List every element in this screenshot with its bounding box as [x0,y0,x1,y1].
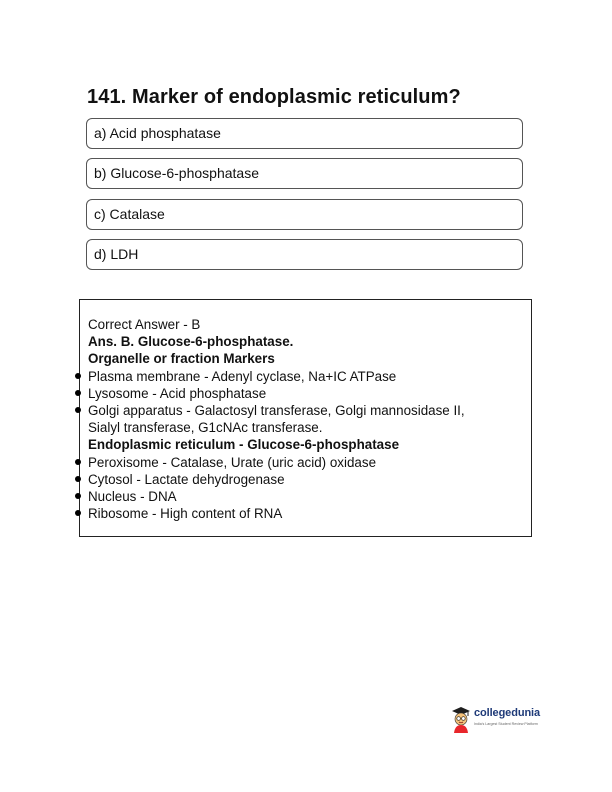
option-a[interactable]: a) Acid phosphatase [86,118,523,149]
question-title: 141. Marker of endoplasmic reticulum? [87,86,461,108]
list-item: Cytosol - Lactate dehydrogenase [88,471,518,488]
list-item: Nucleus - DNA [88,488,518,505]
list-item: Lysosome - Acid phosphatase [88,385,518,402]
logo-name: collegedunia [474,707,541,719]
option-b[interactable]: b) Glucose-6-phosphatase [86,158,523,189]
option-c[interactable]: c) Catalase [86,199,523,230]
list-item: Plasma membrane - Adenyl cyclase, Na+IC ATPase [88,368,518,385]
student-mascot-icon [450,704,472,734]
list-item: Golgi apparatus - Galactosyl transferase, Golgi mannosidase II, [88,402,518,419]
list-item-continuation: Sialyl transferase, G1cNAc transferase. [88,420,323,436]
markers-heading: Organelle or fraction Markers [88,351,275,367]
er-heading: Endoplasmic reticulum - Glucose-6-phosphatase [88,437,400,453]
option-d[interactable]: d) LDH [86,239,523,270]
collegedunia-logo [450,704,550,738]
correct-answer: Correct Answer - B [88,317,201,332]
answer-heading: Ans. B. Glucose-6-phosphatase. [88,334,294,350]
logo-tagline: India's Largest Student Review Platform [474,722,538,726]
list-item: Peroxisome - Catalase, Urate (uric acid) oxidase [88,454,518,471]
list-item: Ribosome - High content of RNA [88,505,518,522]
answer-box [79,299,532,537]
answer-content [88,316,518,522]
